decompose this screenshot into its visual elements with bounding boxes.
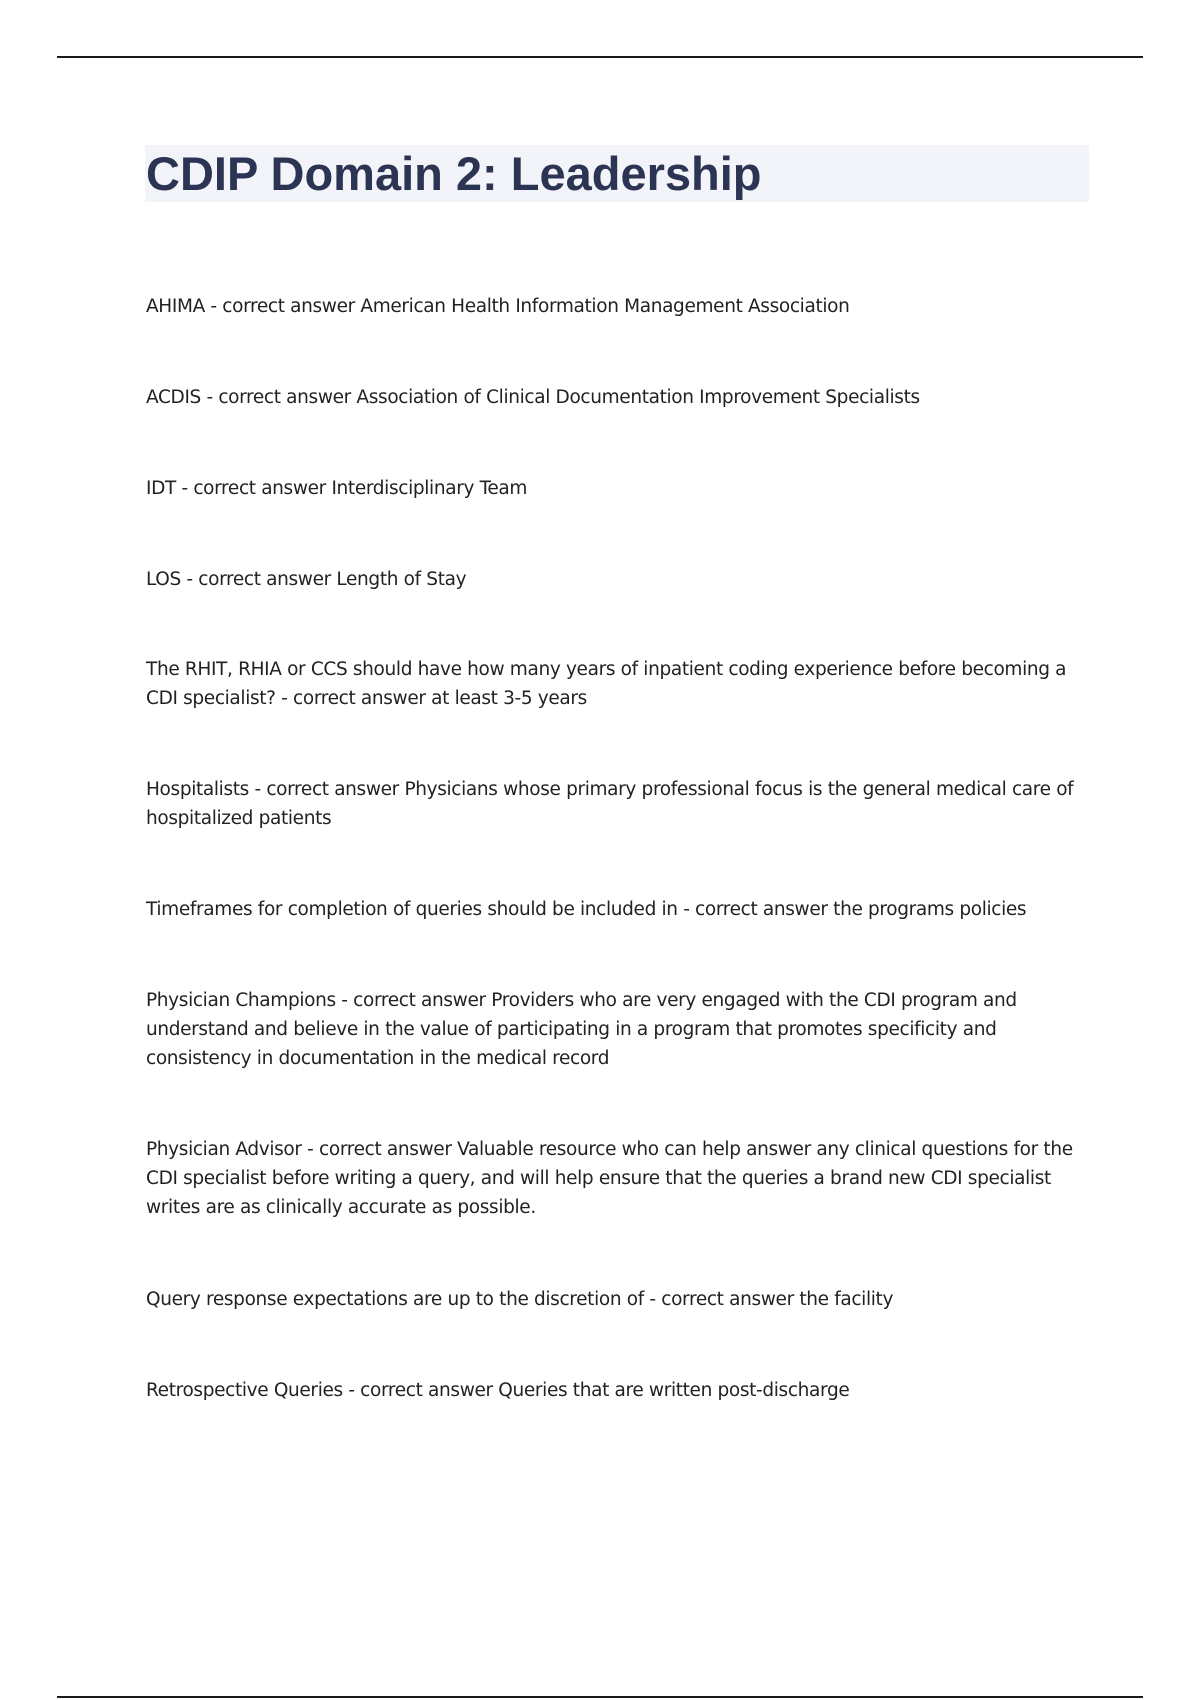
- header-rule: [57, 56, 1143, 58]
- qa-entry-query-timeframes: Timeframes for completion of queries should be included in - correct answer the programs policies: [146, 899, 1027, 920]
- qa-entry-acdis: ACDIS - correct answer Association of Clinical Documentation Improvement Specialists: [146, 387, 920, 408]
- qa-entry-physician-champions: Physician Champions - correct answer Providers who are very engaged with the CDI program and understand and believe in the value of participating in a program that promotes specificity and consistency in documentation in the medical record: [146, 990, 1017, 1069]
- qa-entry-coding-experience: The RHIT, RHIA or CCS should have how many years of inpatient coding experience before becoming a CDI specialist? - correct answer at least 3-5 years: [146, 659, 1067, 709]
- qa-entry-retrospective-queries: Retrospective Queries - correct answer Queries that are written post-discharge: [146, 1380, 850, 1401]
- qa-entry-physician-advisor: Physician Advisor - correct answer Valuable resource who can help answer any clinical questions for the CDI specialist before writing a query, and will help ensure that the queries a brand new CDI specialist writes are as clinically accurate as possible.: [146, 1139, 1073, 1218]
- qa-entry-los: LOS - correct answer Length of Stay: [146, 569, 467, 590]
- qa-entry-hospitalists: Hospitalists - correct answer Physicians whose primary professional focus is the general medical care of hospitalized patients: [146, 779, 1074, 829]
- document-title: CDIP Domain 2: Leadership: [146, 147, 762, 200]
- qa-entry-idt: IDT - correct answer Interdisciplinary Team: [146, 478, 528, 499]
- qa-entry-ahima: AHIMA - correct answer American Health Information Management Association: [146, 296, 850, 317]
- footer-rule: [57, 1696, 1143, 1698]
- qa-entry-query-response: Query response expectations are up to the discretion of - correct answer the facility: [146, 1289, 894, 1310]
